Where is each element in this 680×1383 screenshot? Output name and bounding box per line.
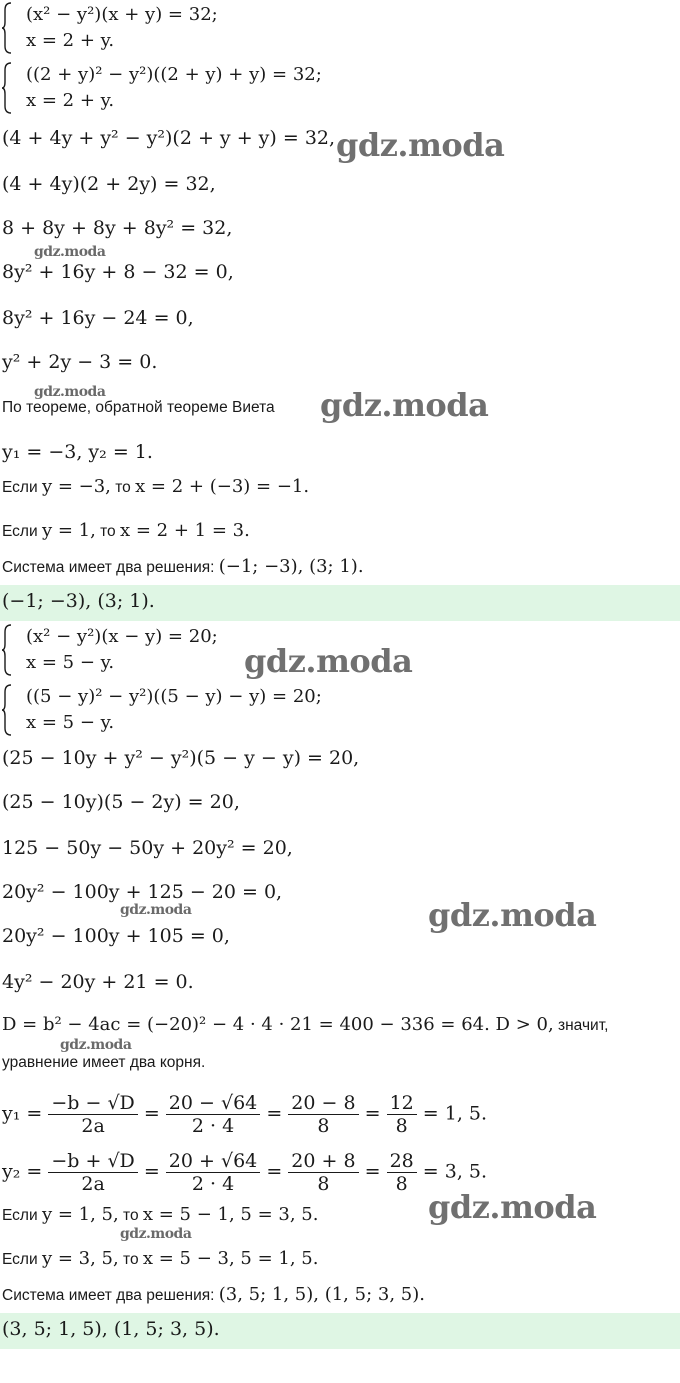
fraction: $\frac{20 + 8}{8}$ [288, 1150, 358, 1195]
equation-1: (4 + 4y + y² − y²)(2 + y + y) = 32, [2, 127, 336, 149]
watermark: gdz.moda [34, 384, 106, 400]
case-2: Если y = 1, то x = 2 + 1 = 3. [2, 520, 250, 541]
watermark: gdz.moda [336, 126, 505, 164]
system-1 [26, 2, 218, 54]
system-3 [26, 624, 218, 676]
root-y1-formula: y₁ = $\frac{-b - √D}{2a}$ = $\frac{20 - √64}{2 \cdot 4}$ = $\frac{20 - 8}{8}$ = $\frac{12}{8}$ = 1, 5. [2, 1092, 488, 1137]
equation-7: (25 − 10y + y² − y²)(5 − y − y) = 20, [2, 747, 360, 769]
system-1-line-2: x = 2 + y. [26, 30, 115, 51]
equation-6: y² + 2y − 3 = 0. [2, 351, 158, 373]
watermark: gdz.moda [60, 1037, 132, 1053]
equation-3: 8 + 8y + 8y + 8y² = 32, [2, 217, 233, 239]
equation-12: 4y² − 20y + 21 = 0. [2, 971, 194, 993]
roots: y₁ = −3, y₂ = 1. [2, 441, 153, 463]
root-y2-formula: y₂ = $\frac{-b + √D}{2a}$ = $\frac{20 + √64}{2 \cdot 4}$ = $\frac{20 + 8}{8}$ = $\frac{28}{8}$ = 3, 5. [2, 1150, 488, 1195]
system-4 [26, 684, 322, 736]
system-brace-2 [2, 62, 12, 114]
fraction: $\frac{20 - √64}{2 \cdot 4}$ [166, 1092, 260, 1137]
equation-11: 20y² − 100y + 105 = 0, [2, 925, 230, 947]
system-2 [26, 62, 322, 114]
system-4-line-2: x = 5 − y. [26, 712, 115, 733]
fraction: $\frac{-b - √D}{2a}$ [48, 1092, 137, 1137]
watermark: gdz.moda [428, 1188, 597, 1226]
equation-10: 20y² − 100y + 125 − 20 = 0, [2, 881, 283, 903]
answer-2: (3, 5; 1, 5), (1, 5; 3, 5). [2, 1318, 220, 1340]
watermark: gdz.moda [120, 1226, 192, 1242]
answer-1: (−1; −3), (3; 1). [2, 590, 155, 612]
fraction: $\frac{12}{8}$ [387, 1092, 417, 1137]
watermark: gdz.moda [34, 244, 106, 260]
system-1-line-1: (x² − y²)(x + y) = 32; [26, 4, 218, 25]
watermark: gdz.moda [244, 642, 413, 680]
equation-2: (4 + 4y)(2 + 2y) = 32, [2, 173, 216, 195]
system-3-line-2: x = 5 − y. [26, 652, 115, 673]
discriminant-conclusion: уравнение имеет два корня. [2, 1054, 206, 1071]
system-3-line-1: (x² − y²)(x − y) = 20; [26, 626, 218, 647]
fraction: $\frac{20 - 8}{8}$ [288, 1092, 358, 1137]
system-2-line-1: ((2 + y)² − y²)((2 + y) + y) = 32; [26, 64, 322, 85]
case-4: Если y = 3, 5, то x = 5 − 3, 5 = 1, 5. [2, 1248, 319, 1269]
vieta-text: По теореме, обратной теореме Виета [2, 399, 275, 416]
equation-5: 8y² + 16y − 24 = 0, [2, 307, 194, 329]
fraction: $\frac{28}{8}$ [387, 1150, 417, 1195]
discriminant-line: D = b² − 4ac = (−20)² − 4 · 4 · 21 = 400 − 336 = 64. D > 0, значит, [2, 1014, 609, 1035]
solution-statement-2: Система имеет два решения: (3, 5; 1, 5), (1, 5; 3, 5). [2, 1284, 425, 1305]
system-brace-1 [2, 2, 12, 54]
system-brace-4 [2, 684, 12, 736]
system-brace-3 [2, 624, 12, 676]
answer-box-2 [0, 1313, 680, 1349]
case-1: Если y = −3, то x = 2 + (−3) = −1. [2, 476, 310, 497]
equation-8: (25 − 10y)(5 − 2y) = 20, [2, 791, 240, 813]
system-4-line-1: ((5 − y)² − y²)((5 − y) − y) = 20; [26, 686, 322, 707]
fraction: $\frac{-b + √D}{2a}$ [48, 1150, 137, 1195]
watermark: gdz.moda [120, 902, 192, 918]
fraction: $\frac{20 + √64}{2 \cdot 4}$ [166, 1150, 260, 1195]
solution-statement-1: Система имеет два решения: (−1; −3), (3; 1). [2, 556, 364, 577]
equation-4: 8y² + 16y + 8 − 32 = 0, [2, 261, 234, 283]
system-2-line-2: x = 2 + y. [26, 90, 115, 111]
answer-box-1 [0, 585, 680, 621]
watermark: gdz.moda [320, 386, 489, 424]
watermark: gdz.moda [428, 896, 597, 934]
case-3: Если y = 1, 5, то x = 5 − 1, 5 = 3, 5. [2, 1204, 319, 1225]
equation-9: 125 − 50y − 50y + 20y² = 20, [2, 837, 293, 859]
